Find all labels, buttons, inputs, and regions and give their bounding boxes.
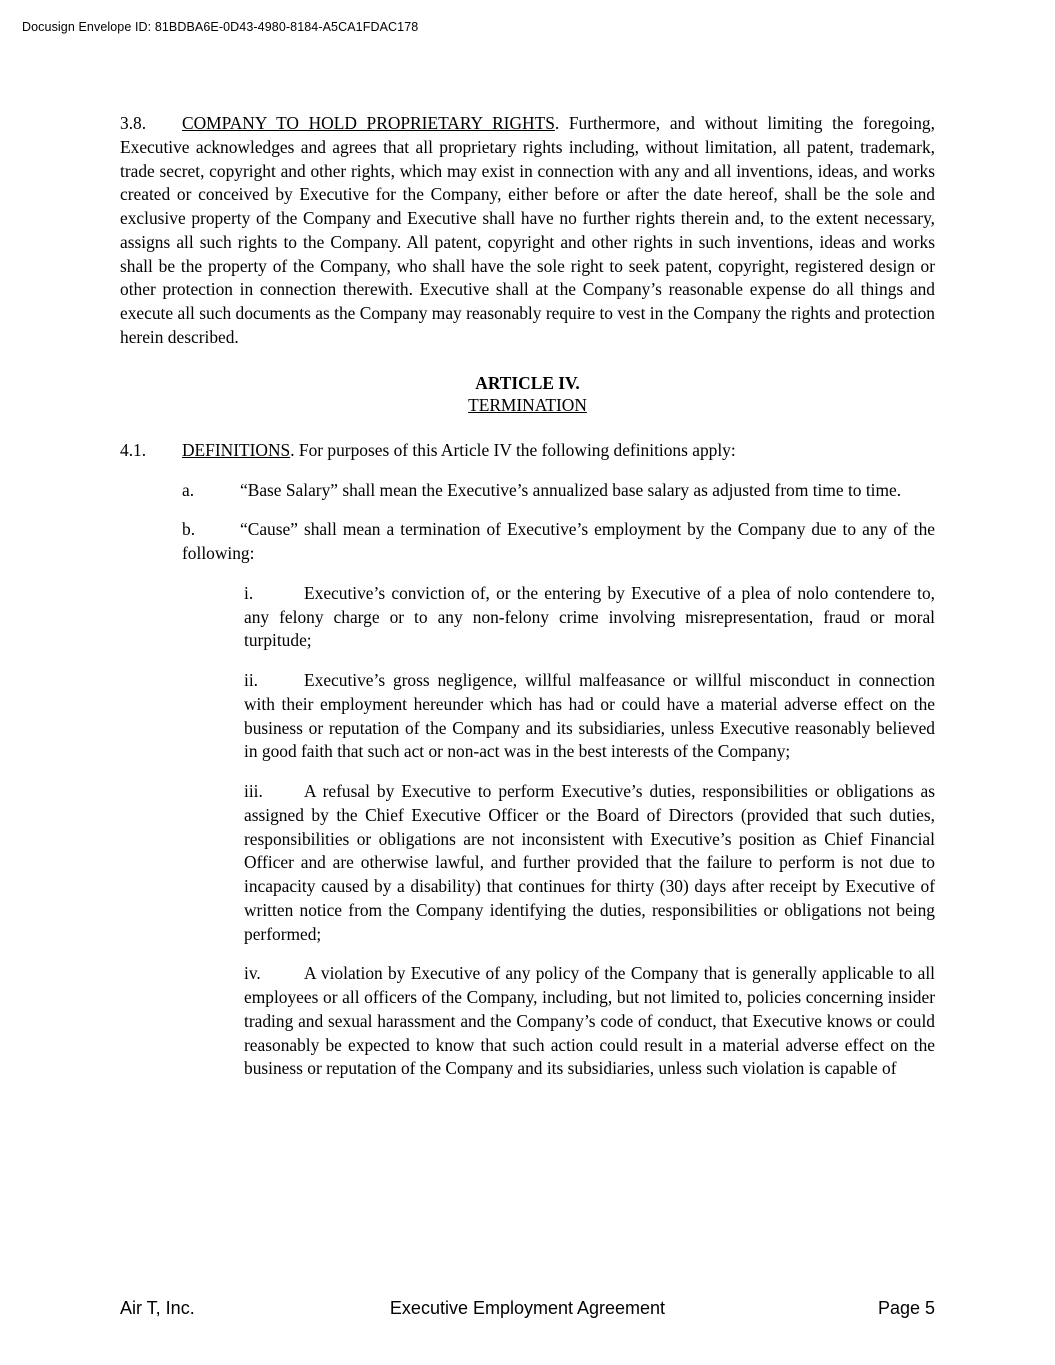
definition-a-marker: a. — [182, 479, 195, 500]
section-3-8 — [120, 112, 935, 350]
article-subtitle: TERMINATION — [468, 395, 587, 416]
cause-item-iv-marker: iv. — [244, 963, 261, 984]
definition-a-text: “Base Salary” shall mean the Executive’s annualized base salary as adjusted from time to time. — [240, 479, 902, 500]
document-body — [120, 112, 935, 1097]
cause-item-i-text: Executive’s conviction of, or the entering by Executive of a plea of nolo contendere to, any felony charge or to any non-felony crime involving misrepresentation, fraud or moral turpitude; — [244, 582, 935, 651]
definition-b-text: “Cause” shall mean a termination of Executive’s employment by the Company due to any of the following: — [182, 519, 935, 563]
cause-item-iii-text: A refusal by Executive to perform Executive’s duties, responsibilities or obligations as assigned by the Chief Executive Officer or the Board of Directors (provided that such duties, responsibilities or obligations are not inconsistent with Executive’s position as Chief Financial Officer and are otherwise lawful, and further provided that the failure to perform is not due to incapacity caused by a disability) that continues for thirty (30) days after receipt by Executive of written notice from the Company identifying the duties, responsibilities or obligations not being performed; — [244, 781, 935, 944]
section-3-8-number: 3.8. — [120, 113, 147, 133]
article-title: ARTICLE IV. — [475, 372, 580, 393]
footer-title: Executive Employment Agreement — [389, 1298, 666, 1318]
definition-b-marker: b. — [182, 519, 196, 540]
cause-item-iv-text: A violation by Executive of any policy of the Company that is generally applicable to all employees or all officers of the Company, including, but not limited to, policies concerning insider trading and sexual harassment and the Company’s code of conduct, that Executive knows or could reasonably be expected to know that such action could result in a material adverse effect on the business or reputation of the Company and its subsidiaries, unless such violation is capable of — [244, 963, 935, 1079]
cause-item-i-marker: i. — [244, 582, 254, 603]
section-4-1-number: 4.1. — [120, 439, 147, 460]
cause-item-ii-marker: ii. — [244, 670, 259, 690]
cause-item-ii — [244, 669, 935, 764]
cause-item-iii-marker: iii. — [244, 781, 263, 801]
section-3-8-body: . Furthermore, and without limiting the foregoing, Executive acknowledges and agrees that all proprietary rights including, without limitation, all patent, trademark, trade secret, copyright and other rights, which may exist in connection with any and all inventions, ideas, and works created or conceived by Executive for the Company, either before or after the date hereof, shall be the sole and exclusive property of the Company and Executive shall have no further rights therein and, to the extent necessary, assigns all such rights to the Company. All patent, copyright and other rights in such inventions, ideas and works shall be the property of the Company, who shall have the sole right to seek patent, copyright, registered design or other protection in connection therewith. Executive shall at the Company’s reasonable expense do all things and execute all such documents as the Company may reasonably require to vest in the Company the rights and protection herein described. — [120, 113, 935, 347]
section-4-1 — [120, 439, 935, 463]
cause-item-ii-text: Executive’s gross negligence, willful malfeasance or willful misconduct in connection with their employment hereunder which has had or could have a material adverse effect on the business or reputation of the Company and its subsidiaries, unless Executive reasonably believed in good faith that such act or non-act was in the best interests of the Company; — [244, 670, 935, 762]
cause-item-iii — [244, 780, 935, 946]
page-footer — [120, 1298, 935, 1319]
section-4-1-body: . For purposes of this Article IV the following definitions apply: — [290, 439, 736, 460]
section-4-1-heading: DEFINITIONS — [182, 439, 291, 460]
definition-a — [182, 479, 935, 503]
footer-page-number: Page 5 — [877, 1298, 935, 1318]
footer-company: Air T, Inc. — [120, 1298, 195, 1318]
cause-item-i — [244, 582, 935, 653]
docusign-envelope-id: Docusign Envelope ID: 81BDBA6E-0D43-4980-8184-A5CA1FDAC178 — [22, 20, 419, 34]
cause-item-iv — [244, 962, 935, 1081]
definition-b — [182, 518, 935, 566]
section-3-8-heading: COMPANY TO HOLD PROPRIETARY RIGHTS — [182, 113, 555, 133]
